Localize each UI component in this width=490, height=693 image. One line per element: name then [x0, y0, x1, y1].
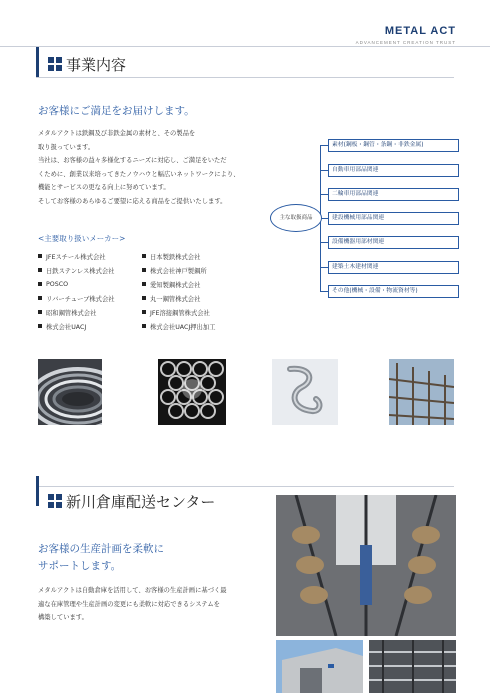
section-grid-icon	[48, 57, 62, 71]
steel-coil-photo	[38, 359, 102, 425]
section-divider	[36, 486, 454, 487]
products-hub: 主な取扱商品	[270, 204, 322, 232]
makers-heading: <主要取り扱いメーカー>	[38, 234, 126, 243]
warehouse-exterior-photo	[276, 640, 363, 693]
warehouse-section-title: 新川倉庫配送センター	[66, 493, 216, 511]
product-category: 設備機器用部材関連	[328, 236, 459, 249]
diagram-branch	[320, 267, 328, 268]
building-steel-frame-photo	[389, 359, 454, 425]
maker-item: 株式会社UACJ押出加工	[142, 319, 215, 333]
section-grid-icon	[48, 494, 62, 508]
steel-pipes-photo	[158, 359, 226, 425]
header-divider	[0, 46, 490, 47]
maker-item: 丸一鋼管株式会社	[142, 291, 215, 305]
product-category: 建設機械用部品関連	[328, 212, 459, 225]
product-category: 建築土木建材関連	[328, 261, 459, 274]
maker-item: 昭和鋼管株式会社	[38, 305, 115, 319]
product-category: 素材(鋼板・鋼管・条鋼・非鉄金属)	[328, 139, 459, 152]
diagram-branch	[320, 291, 328, 292]
section-accent-bar	[36, 47, 39, 77]
company-logo: METAL ACT	[384, 25, 456, 37]
diagram-branch	[320, 242, 328, 243]
bent-pipe-part-photo	[272, 359, 338, 425]
maker-item: JFE溶接鋼管株式会社	[142, 305, 215, 319]
section-accent-bar	[36, 476, 39, 506]
warehouse-body: メタルアクトは自動倉庫を活用して、お客様の生産計画に基づく最 適な在庫管理や生産計画の変更にも柔軟に対応できるシステムを 構築しています。	[38, 587, 227, 621]
company-tagline: ADVANCEMENT CREATION TRUST	[355, 40, 456, 45]
diagram-branch	[320, 194, 328, 195]
maker-item: POSCO	[38, 277, 115, 291]
warehouse-lead: お客様の生産計画を柔軟に サポートします。	[38, 543, 164, 572]
maker-item: 株式会社UACJ	[38, 319, 115, 333]
automated-warehouse-photo	[276, 495, 456, 636]
maker-item: 日本製鉄株式会社	[142, 249, 215, 263]
maker-item: JFEスチール株式会社	[38, 249, 115, 263]
makers-list-left	[38, 249, 115, 333]
makers-list-right	[142, 249, 215, 333]
maker-item: 愛知製鋼株式会社	[142, 277, 215, 291]
product-category: その他(機械・設備・物流資材等)	[328, 285, 459, 298]
diagram-branch	[320, 145, 328, 146]
product-category: 二輪車用部品関連	[328, 188, 459, 201]
product-category: 自動車用部品関連	[328, 164, 459, 177]
maker-item: 日鉄ステンレス株式会社	[38, 263, 115, 277]
business-section-title: 事業内容	[66, 56, 127, 74]
business-lead: お客様にご満足をお届けします。	[38, 105, 195, 117]
maker-item: リバーチューブ株式会社	[38, 291, 115, 305]
pipe-storage-racks-photo	[369, 640, 456, 693]
section-divider	[36, 77, 454, 78]
diagram-branch	[320, 170, 328, 171]
maker-item: 株式会社神戸製鋼所	[142, 263, 215, 277]
business-body: メタルアクトは鉄鋼及び非鉄金属の素材と、その製品を 取り扱っています。 当社は、お客様の益々多様化するニーズに対応し、ご満足をいただ くために、創業以来培ってきたノウハウと幅広いネットワークにより、 機能とサービスの更なる向上に努めています。 そしてお客様のあらゆるご要望に応える商品をご提供いたします。	[38, 130, 240, 205]
